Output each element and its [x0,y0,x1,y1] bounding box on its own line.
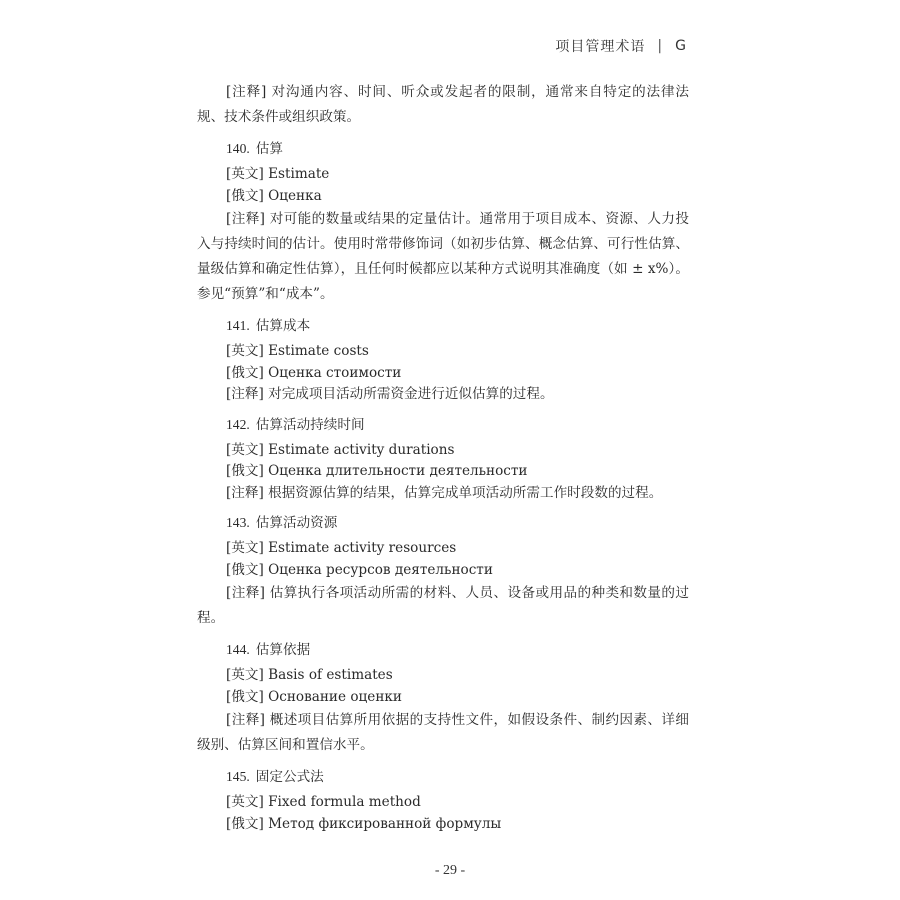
entry-note: [注释] 对可能的数量或结果的定量估计。通常用于项目成本、资源、人力投入与持续时间的估计。使用时常带修饰词（如初步估算、概念估算、可行性估算、量级估算和确定性估算），且任何时候都应以某种方式说明其准确度（如 ± x%）。参见“预算”和“成本”。 [197,211,689,302]
entry-english: [英文] Estimate [226,166,330,182]
entry-note: [注释] 对完成项目活动所需资金进行近似估算的过程。 [226,386,554,402]
entry-141 [197,315,689,406]
entry-title [197,639,689,661]
entry-title [197,766,689,788]
entry-russian: [俄文] Метод фиксированной формулы [226,815,502,832]
entry-russian: [俄文] Оценка ресурсов деятельности [226,561,493,578]
page-body [197,80,689,835]
entry-144 [197,639,689,758]
entry-note: [注释] 估算执行各项活动所需的材料、人员、设备或用品的种类和数量的过程。 [197,585,689,626]
entry-number: 140. [226,141,250,156]
entry-title [197,414,689,436]
entry-term: 估算 [255,141,283,157]
entry-title [197,315,689,337]
entry-title [197,138,689,160]
entry-english: [英文] Fixed formula method [226,794,421,810]
entry-note: [注释] 概述项目估算所用依据的支持性文件，如假设条件、制约因素、详细级别、估算区间和置信水平。 [197,712,689,753]
entry-number: 142. [226,416,250,432]
entry-140 [197,138,689,307]
entry-term: 估算依据 [255,642,311,658]
page-number: - 29 - [434,863,466,878]
running-header [555,36,687,56]
entry-143 [197,512,689,631]
entry-title [197,512,689,534]
header-letter: G [675,38,687,54]
entry-145 [197,766,689,835]
header-separator: | [657,38,664,54]
entry-russian: [俄文] Основание оценки [226,688,402,705]
entry-term: 估算活动资源 [255,515,338,531]
entry-russian: [俄文] Оценка стоимости [226,364,402,381]
entry-number: 145. [226,769,250,784]
entry-note: [注释] 根据资源估算的结果，估算完成单项活动所需工作时段数的过程。 [226,484,663,501]
intro-note: [注释] 对沟通内容、时间、听众或发起者的限制，通常来自特定的法律法规、技术条件或组织政策。 [197,84,689,125]
entry-russian: [俄文] Оценка длительности деятельности [226,463,528,479]
entry-142 [197,414,689,505]
entry-number: 144. [226,642,250,657]
entry-number: 143. [226,515,250,530]
entry-term: 估算成本 [255,318,311,334]
entry-term: 估算活动持续时间 [255,416,365,433]
entry-number: 141. [226,318,250,333]
entry-english: [英文] Estimate costs [226,343,369,359]
entry-russian: [俄文] Оценка [226,187,322,204]
entry-english: [英文] Basis of estimates [226,667,393,683]
entry-english: [英文] Estimate activity durations [226,441,455,458]
header-title: 项目管理术语 [555,39,646,55]
entry-term: 固定公式法 [255,769,324,785]
entry-english: [英文] Estimate activity resources [226,540,457,556]
